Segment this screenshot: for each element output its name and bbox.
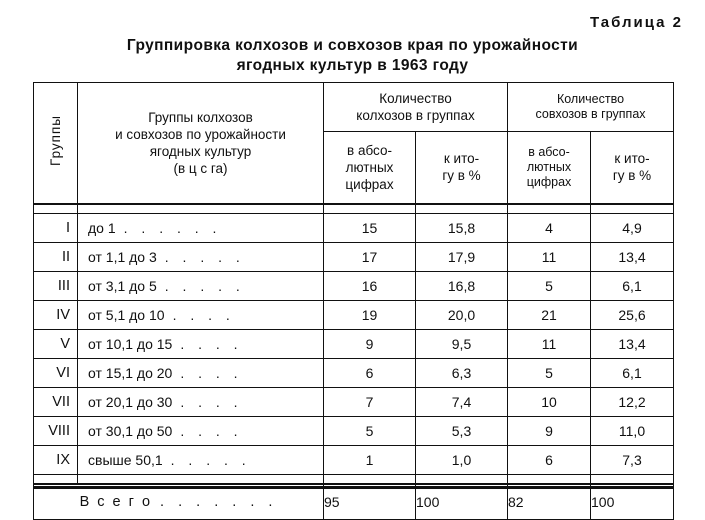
row-number: VI — [34, 359, 78, 388]
row-description-text: от 15,1 до 20 — [88, 365, 173, 381]
row-number: IX — [34, 446, 78, 475]
header-kolhoz-line-1: Количество — [379, 90, 452, 106]
table-row — [34, 359, 674, 388]
row-kolhoz-percent: 5,3 — [416, 417, 508, 446]
row-leader-dots: . . . . — [180, 423, 243, 439]
row-description-text: от 20,1 до 30 — [88, 394, 173, 410]
row-number: III — [34, 272, 78, 301]
kolhoz-abs-line-1: в абсо- — [347, 142, 392, 158]
row-leader-dots: . . . . . . — [123, 220, 222, 236]
row-leader-dots: . . . . — [172, 307, 235, 323]
row-leader-dots: . . . . — [180, 336, 243, 352]
row-description-text: от 1,1 до 3 — [88, 249, 157, 265]
header-desc-line-3: ягодных культур — [149, 144, 252, 159]
table-bottom-rule — [33, 486, 673, 489]
kolhoz-abs-line-2: лютных — [345, 159, 394, 175]
row-kolhoz-percent: 7,4 — [416, 388, 508, 417]
row-description — [78, 417, 324, 446]
total-kolhoz-percent: 100 — [416, 485, 508, 520]
row-description-text: от 3,1 до 5 — [88, 278, 157, 294]
row-sovhoz-absolute: 5 — [508, 272, 591, 301]
table-row — [34, 446, 674, 475]
table-header-row-1 — [34, 83, 674, 132]
row-sovhoz-percent: 13,4 — [591, 243, 674, 272]
kolhoz-pct-line-1: к ито- — [443, 151, 480, 167]
header-sovhoz-percent-cell — [591, 131, 674, 203]
row-sovhoz-absolute: 11 — [508, 330, 591, 359]
row-leader-dots: . . . . . — [170, 452, 251, 468]
row-number: II — [34, 243, 78, 272]
page-title — [0, 36, 705, 76]
table-top-spacer — [34, 205, 674, 214]
row-description — [78, 301, 324, 330]
title-line-1: Группировка колхозов и совхозов края по урожайности — [126, 37, 579, 54]
row-number: V — [34, 330, 78, 359]
header-sovhoz-count-cell — [508, 83, 674, 132]
row-sovhoz-absolute: 9 — [508, 417, 591, 446]
table-row — [34, 388, 674, 417]
table-number: Таблица 2 — [589, 14, 683, 31]
row-sovhoz-absolute: 21 — [508, 301, 591, 330]
header-sovhoz-line-2: совхозов в группах — [535, 106, 646, 121]
total-kolhoz-absolute: 95 — [324, 485, 416, 520]
total-sovhoz-percent: 100 — [591, 485, 674, 520]
row-description — [78, 446, 324, 475]
header-desc-line-2: и совхозов по урожайности — [115, 127, 286, 142]
statistics-table — [33, 82, 673, 520]
row-sovhoz-absolute: 10 — [508, 388, 591, 417]
row-kolhoz-percent: 1,0 — [416, 446, 508, 475]
kolhoz-abs-line-3: цифрах — [345, 176, 394, 192]
row-sovhoz-percent: 12,2 — [591, 388, 674, 417]
sovhoz-abs-line-2: лютных — [526, 159, 572, 174]
row-kolhoz-percent: 6,3 — [416, 359, 508, 388]
row-kolhoz-absolute: 7 — [324, 388, 416, 417]
table-row — [34, 243, 674, 272]
row-kolhoz-absolute: 16 — [324, 272, 416, 301]
table-grid — [33, 82, 674, 520]
header-groups-label: Группы — [48, 115, 63, 166]
header-description-cell — [78, 83, 324, 204]
total-leader-dots: . . . . . . . — [160, 494, 278, 510]
row-sovhoz-percent: 6,1 — [591, 359, 674, 388]
table-row — [34, 330, 674, 359]
row-description — [78, 359, 324, 388]
row-description-text: свыше 50,1 — [88, 452, 163, 468]
row-leader-dots: . . . . . — [164, 249, 245, 265]
row-description — [78, 214, 324, 243]
row-sovhoz-percent: 7,3 — [591, 446, 674, 475]
row-sovhoz-absolute: 5 — [508, 359, 591, 388]
total-label: В с е г о — [79, 494, 153, 510]
table-row — [34, 417, 674, 446]
row-description — [78, 243, 324, 272]
row-description-text: от 10,1 до 15 — [88, 336, 173, 352]
table-pre-total-spacer — [34, 475, 674, 484]
row-description — [78, 272, 324, 301]
row-kolhoz-absolute: 1 — [324, 446, 416, 475]
row-kolhoz-absolute: 5 — [324, 417, 416, 446]
header-desc-line-1: Группы колхозов — [148, 110, 253, 125]
row-leader-dots: . . . . — [180, 394, 243, 410]
table-row — [34, 301, 674, 330]
row-kolhoz-percent: 15,8 — [416, 214, 508, 243]
kolhoz-pct-line-2: гу в % — [442, 168, 481, 184]
row-description — [78, 388, 324, 417]
row-number: IV — [34, 301, 78, 330]
header-kolhoz-count-cell — [324, 83, 508, 132]
row-sovhoz-absolute: 4 — [508, 214, 591, 243]
row-sovhoz-absolute: 6 — [508, 446, 591, 475]
row-kolhoz-percent: 9,5 — [416, 330, 508, 359]
header-kolhoz-absolute-cell — [324, 131, 416, 203]
row-number: VIII — [34, 417, 78, 446]
row-kolhoz-absolute: 19 — [324, 301, 416, 330]
header-kolhoz-line-2: колхозов в группах — [356, 107, 475, 123]
row-sovhoz-percent: 13,4 — [591, 330, 674, 359]
row-description — [78, 330, 324, 359]
row-sovhoz-absolute: 11 — [508, 243, 591, 272]
row-leader-dots: . . . . — [180, 365, 243, 381]
row-kolhoz-absolute: 6 — [324, 359, 416, 388]
total-sovhoz-absolute: 82 — [508, 485, 591, 520]
row-number: I — [34, 214, 78, 243]
header-groups-cell — [34, 83, 78, 204]
row-kolhoz-absolute: 17 — [324, 243, 416, 272]
sovhoz-pct-line-2: гу в % — [612, 168, 652, 184]
sovhoz-abs-line-3: цифрах — [526, 174, 572, 189]
table-row — [34, 272, 674, 301]
row-leader-dots: . . . . . — [164, 278, 245, 294]
row-kolhoz-percent: 16,8 — [416, 272, 508, 301]
title-line-2: ягодных культур в 1963 году — [236, 57, 469, 74]
row-kolhoz-absolute: 15 — [324, 214, 416, 243]
table-row — [34, 214, 674, 243]
sovhoz-abs-line-1: в абсо- — [528, 144, 570, 159]
row-sovhoz-percent: 4,9 — [591, 214, 674, 243]
row-description-text: от 30,1 до 50 — [88, 423, 173, 439]
row-sovhoz-percent: 11,0 — [591, 417, 674, 446]
row-kolhoz-percent: 17,9 — [416, 243, 508, 272]
sovhoz-pct-line-1: к ито- — [614, 151, 650, 167]
total-label-cell — [34, 485, 324, 520]
row-sovhoz-percent: 25,6 — [591, 301, 674, 330]
row-kolhoz-absolute: 9 — [324, 330, 416, 359]
row-description-text: от 5,1 до 10 — [88, 307, 165, 323]
row-description-text: до 1 — [88, 220, 116, 236]
header-sovhoz-line-1: Количество — [556, 91, 625, 106]
row-sovhoz-percent: 6,1 — [591, 272, 674, 301]
header-desc-line-4: (в ц с га) — [173, 161, 228, 176]
header-sovhoz-absolute-cell — [508, 131, 591, 203]
row-number: VII — [34, 388, 78, 417]
total-row — [34, 485, 674, 520]
row-kolhoz-percent: 20,0 — [416, 301, 508, 330]
header-kolhoz-percent-cell — [416, 131, 508, 203]
